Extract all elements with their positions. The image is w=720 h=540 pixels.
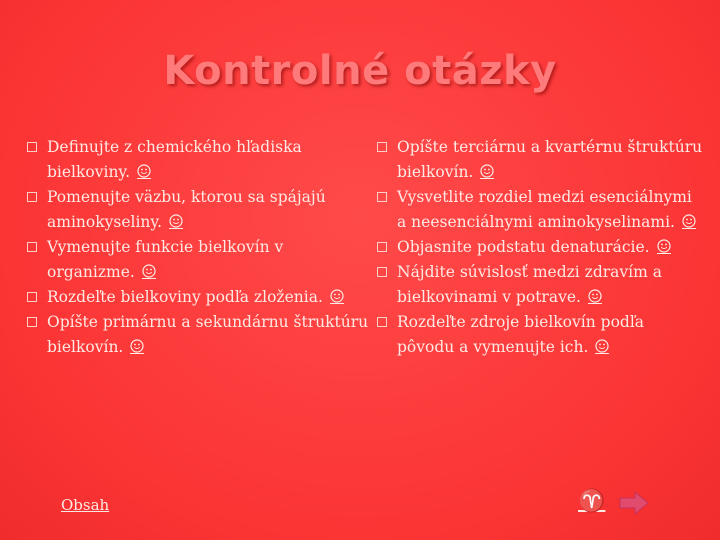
right-arrow-icon[interactable] [619, 490, 649, 516]
smiley-icon[interactable] [137, 164, 151, 179]
bullet-box-icon [377, 317, 387, 327]
item-line: aminokyseliny. [47, 213, 163, 231]
list-item [377, 185, 720, 235]
bullet-box-icon [377, 267, 387, 277]
list-item [27, 185, 377, 235]
item-line: bielkoviny. [47, 163, 131, 181]
item-line: bielkovín. [397, 163, 474, 181]
item-line: Nájdite súvislosť medzi zdravím a [397, 263, 662, 281]
item-line: Objasnite podstatu denaturácie. [397, 238, 650, 256]
smiley-icon[interactable] [330, 289, 344, 304]
bullet-box-icon [377, 142, 387, 152]
smiley-icon[interactable] [657, 239, 671, 254]
list-item [377, 135, 720, 185]
item-line: Opíšte primárnu a sekundárnu štruktúru [47, 313, 369, 331]
smiley-icon[interactable] [130, 339, 144, 354]
smiley-icon[interactable] [142, 264, 156, 279]
bullet-box-icon [377, 242, 387, 252]
item-line: Vymenujte funkcie bielkovín v [47, 238, 284, 256]
bullet-box-icon [27, 317, 37, 327]
smiley-icon[interactable] [480, 164, 494, 179]
bullet-box-icon [27, 292, 37, 302]
bullet-box-icon [27, 242, 37, 252]
right-question-list [377, 135, 720, 360]
list-item [27, 235, 377, 285]
item-line: organizme. [47, 263, 135, 281]
list-item [377, 260, 720, 310]
smiley-icon[interactable] [169, 214, 183, 229]
item-line: bielkovinami v potrave. [397, 288, 581, 306]
left-question-list [27, 135, 377, 360]
smiley-icon[interactable] [682, 214, 696, 229]
contents-link[interactable]: Obsah [61, 496, 110, 514]
list-item [27, 135, 377, 185]
list-item [27, 310, 377, 360]
item-line: bielkovín. [47, 338, 124, 356]
item-line: Vysvetlite rozdiel medzi esenciálnymi [397, 188, 692, 206]
item-line: Definujte z chemického hľadiska [47, 138, 302, 156]
slide-title: Kontrolné otázky [163, 48, 557, 94]
bullet-box-icon [27, 192, 37, 202]
item-line: Rozdeľte bielkoviny podľa zloženia. [47, 288, 323, 306]
item-line: a neesenciálnymi aminokyselinami. [397, 213, 675, 231]
list-item [27, 285, 377, 310]
aries-symbol-link[interactable]: ♈ [578, 489, 606, 514]
item-line: Rozdeľte zdroje bielkovín podľa [397, 313, 645, 331]
smiley-icon[interactable] [595, 339, 609, 354]
bullet-box-icon [377, 192, 387, 202]
smiley-icon[interactable] [588, 289, 602, 304]
item-line: Pomenujte väzbu, ktorou sa spájajú [47, 188, 326, 206]
list-item [377, 235, 720, 260]
list-item [377, 310, 720, 360]
bullet-box-icon [27, 142, 37, 152]
item-line: pôvodu a vymenujte ich. [397, 338, 589, 356]
item-line: Opíšte terciárnu a kvartérnu štruktúru [397, 138, 703, 156]
